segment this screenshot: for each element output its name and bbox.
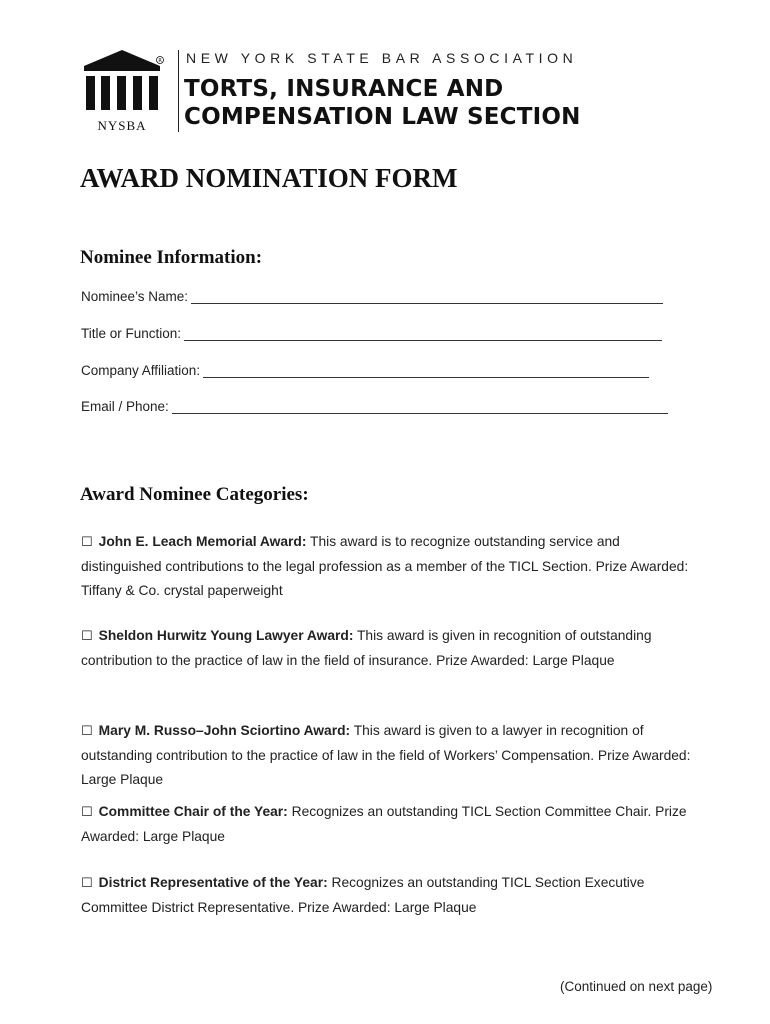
nominee-name-field[interactable] [81, 289, 663, 304]
award-name: Sheldon Hurwitz Young Lawyer Award: [98, 628, 354, 643]
nominee-info-heading: Nominee Information: [80, 247, 263, 268]
nysba-logo [80, 48, 172, 134]
field-label: Nominee’s Name: [81, 289, 189, 304]
award-item [81, 800, 691, 849]
award-categories-heading: Award Nominee Categories: [80, 484, 309, 505]
checkbox[interactable]: ☐ [81, 629, 93, 644]
section-title-line2: COMPENSATION LAW SECTION [184, 104, 581, 130]
title-function-field[interactable] [81, 326, 662, 341]
award-item [81, 530, 691, 603]
title-function-line[interactable] [184, 326, 662, 341]
field-label: Company Affiliation: [81, 363, 201, 378]
page-title: AWARD NOMINATION FORM [80, 163, 458, 193]
award-description: Recognizes an outstanding TICL Section Committee Chair. Prize Awarded: Large Plaque [81, 804, 687, 844]
award-item [81, 624, 691, 673]
award-description: Recognizes an outstanding TICL Section Executive Committee District Representative. Prize Awarded: Large Plaque [81, 875, 645, 915]
award-description: This award is given to a lawyer in recognition of outstanding contribution to the practice of law in the field of Workers’ Compensation. Prize Awarded: Large Plaque [81, 723, 691, 787]
section-title-line1: TORTS, INSURANCE AND [184, 76, 504, 102]
award-name: Committee Chair of the Year: [98, 804, 288, 819]
checkbox[interactable]: ☐ [81, 805, 93, 820]
email-phone-field[interactable] [81, 399, 668, 414]
company-affiliation-field[interactable] [81, 363, 649, 378]
award-description: This award is to recognize outstanding service and distinguished contributions to the legal profession as a member of the TICL Section. Prize Awarded: Tiffany & Co. crystal paperweight [81, 534, 689, 598]
award-item [81, 719, 691, 792]
field-label: Title or Function: [81, 326, 182, 341]
continued-note: (Continued on next page) [560, 979, 713, 994]
logo-wordmark: NYSBA [97, 118, 147, 133]
field-label: Email / Phone: [81, 399, 169, 414]
award-description: This award is given in recognition of outstanding contribution to the practice of law in the field of insurance. Prize Awarded: Large Plaque [81, 628, 652, 668]
company-affiliation-line[interactable] [203, 363, 649, 378]
award-name: District Representative of the Year: [98, 875, 328, 890]
nominee-name-line[interactable] [191, 289, 663, 304]
email-phone-line[interactable] [172, 399, 668, 414]
award-name: Mary M. Russo–John Sciortino Award: [98, 723, 351, 738]
checkbox[interactable]: ☐ [81, 724, 93, 739]
header-divider [178, 50, 179, 132]
award-item [81, 871, 691, 920]
courthouse-icon [80, 48, 172, 118]
checkbox[interactable]: ☐ [81, 876, 93, 891]
association-name: NEW YORK STATE BAR ASSOCIATION [186, 50, 578, 66]
award-name: John E. Leach Memorial Award: [98, 534, 307, 549]
checkbox[interactable]: ☐ [81, 535, 93, 550]
svg-text:R: R [158, 58, 162, 64]
